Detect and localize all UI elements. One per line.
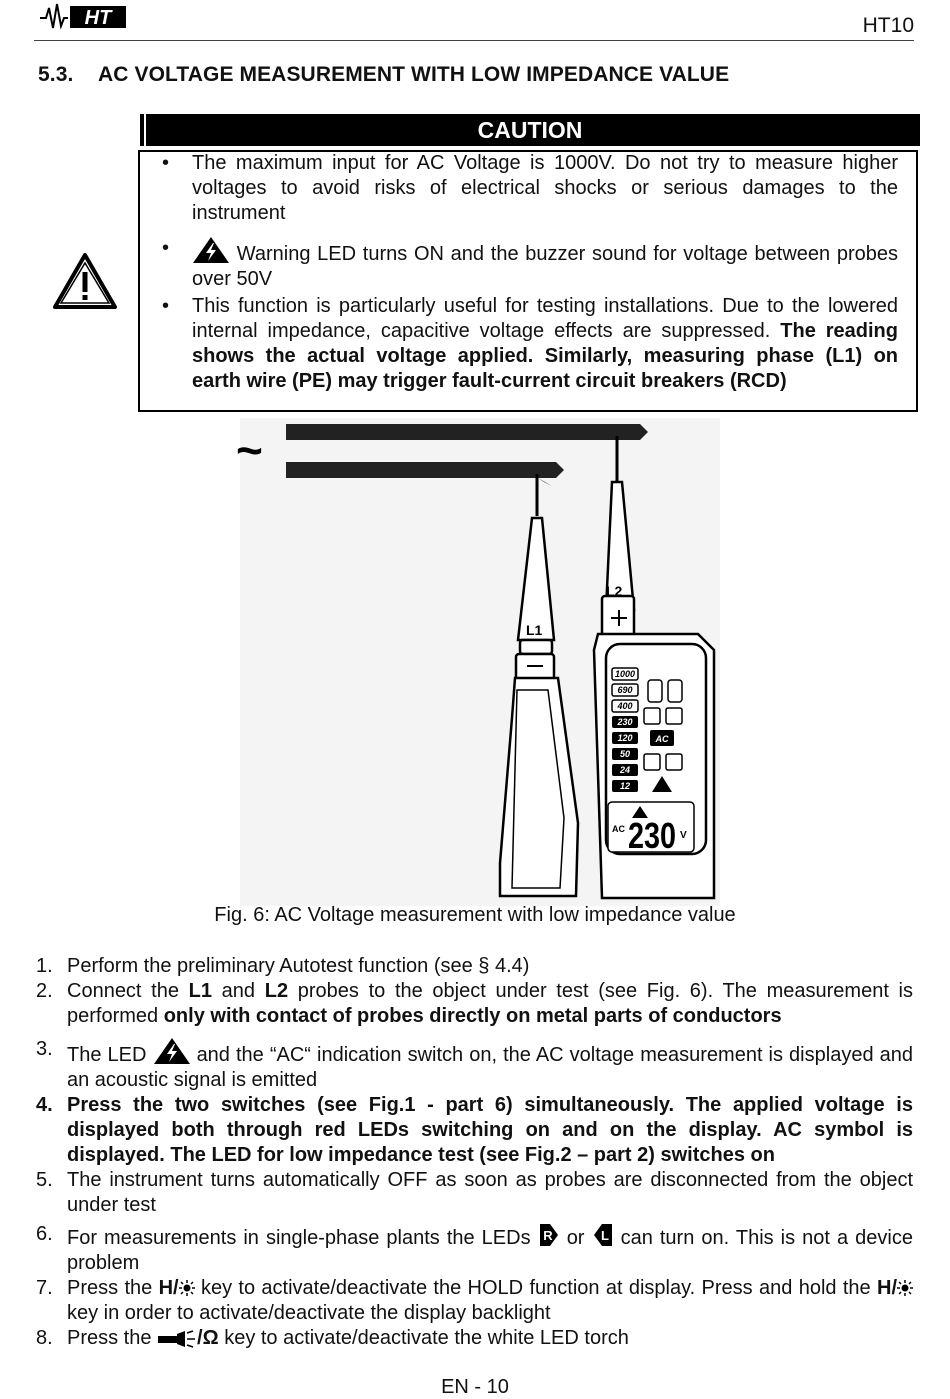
step-text: The instrument turns automatically OFF as soon as probes are disconnected from the object under test xyxy=(67,1169,913,1216)
page-number: EN - 10 xyxy=(441,1376,509,1398)
caution-item xyxy=(160,294,898,394)
procedure-steps xyxy=(36,954,913,1351)
scale-led: 12 xyxy=(619,781,631,791)
step-text: Perform the preliminary Autotest function (see § 4.4) xyxy=(67,955,530,977)
phase-left-led-icon xyxy=(592,1222,614,1248)
step-text: key in order to activate/deactivate the display backlight xyxy=(67,1302,551,1324)
step-item xyxy=(36,1276,913,1326)
probe-l2-label: L2 xyxy=(606,583,623,599)
lcd-unit: V xyxy=(680,830,687,841)
ht-logo xyxy=(38,2,128,32)
step-text: Connect the xyxy=(67,980,189,1002)
step-text: For measurements in single-phase plants the LEDs xyxy=(67,1227,531,1249)
caution-list xyxy=(160,151,898,394)
step-item xyxy=(36,1093,913,1168)
caution-text: This function is particularly useful for testing installations. Due to the lowered internal impedance, capacitive voltage effects are suppressed. xyxy=(192,295,898,342)
torch-icon xyxy=(157,1330,197,1348)
step-item xyxy=(36,1326,913,1351)
ac-key-label: AC xyxy=(655,734,669,744)
step-item xyxy=(36,1037,913,1093)
ac-tilde: ~ xyxy=(236,424,263,476)
step-text: key to activate/deactivate the white LED torch xyxy=(218,1327,629,1349)
caution-item xyxy=(160,151,898,226)
step-text: and the “AC“ indication switch on, the AC voltage measurement is displayed and an acoustic signal is emitted xyxy=(67,1044,913,1091)
hold-key-label: H/ xyxy=(877,1277,897,1299)
scale-led: 230 xyxy=(617,717,633,727)
step-item xyxy=(36,1168,913,1218)
backlight-icon xyxy=(897,1280,913,1298)
section-number: 5.3. xyxy=(38,63,74,86)
step-text: Press the two switches (see Fig.1 - part 6) simultaneously. The applied voltage is displayed both through red LEDs switching on and on the display. AC symbol is displayed. The LED for low impedance test (see Fig.2 – part 2) switches on xyxy=(67,1094,913,1166)
step-text: or xyxy=(566,1227,585,1249)
step-text: The LED xyxy=(67,1044,147,1066)
scale-led: 1000 xyxy=(614,669,636,679)
bullet: • xyxy=(162,295,170,317)
high-voltage-led-icon xyxy=(153,1037,191,1065)
header-divider xyxy=(34,40,914,41)
conductor-line-1 xyxy=(286,424,648,440)
scale-led: 50 xyxy=(619,749,631,759)
figure-caption: Fig. 6: AC Voltage measurement with low impedance value xyxy=(214,904,736,926)
step-item xyxy=(36,979,913,1029)
probe-illustration xyxy=(230,418,720,906)
step-item xyxy=(36,1222,913,1276)
step-text: Press the xyxy=(67,1327,158,1349)
step-number: 4. xyxy=(36,1094,53,1116)
svg-text:R: R xyxy=(542,1228,553,1243)
logo-text: HT xyxy=(84,7,112,29)
step-text-bold: only with contact of probes directly on metal parts of conductors xyxy=(163,1005,782,1027)
caution-text: Warning LED turns ON and the buzzer sound for voltage between probes over 50V xyxy=(192,243,898,290)
caution-text: The maximum input for AC Voltage is 1000V. Do not try to measure higher voltages to avoid risks of electrical shocks or serious damages to the instrument xyxy=(192,152,898,224)
step-text-bold: L1 xyxy=(188,980,212,1002)
step-number: 5. xyxy=(36,1169,53,1191)
backlight-icon xyxy=(179,1280,195,1298)
high-voltage-led-icon xyxy=(192,236,230,264)
step-number: 8. xyxy=(36,1327,53,1349)
step-number: 1. xyxy=(36,955,53,977)
torch-key-label: /Ω xyxy=(197,1327,219,1349)
step-number: 3. xyxy=(36,1038,53,1060)
hold-key-label: H/ xyxy=(158,1277,179,1299)
lcd-reading: 230 xyxy=(627,814,677,856)
caution-text-bold: The reading shows the actual voltage applied. Similarly, measuring phase (L1) on earth wire (PE) may trigger fault-current circuit breakers (RCD) xyxy=(192,320,898,392)
bullet: • xyxy=(162,237,170,259)
scale-led: 120 xyxy=(617,733,633,743)
step-text: and xyxy=(212,980,265,1002)
phase-right-led-icon xyxy=(538,1222,560,1248)
scale-led: 24 xyxy=(619,765,631,775)
scale-led: 400 xyxy=(617,701,633,711)
section-heading: AC VOLTAGE MEASUREMENT WITH LOW IMPEDANCE VALUE xyxy=(98,63,730,86)
section-title xyxy=(38,63,729,87)
svg-text:L: L xyxy=(600,1228,609,1243)
conductor-line-2 xyxy=(286,462,564,478)
scale-led: 690 xyxy=(617,685,633,695)
model-name: HT10 xyxy=(862,14,914,37)
step-number: 7. xyxy=(36,1277,53,1299)
probe-l1-label: L1 xyxy=(526,622,543,638)
step-text-bold: L2 xyxy=(264,980,289,1002)
step-text: probes to the object under test (see Fig. 6). The measurement is performed xyxy=(67,980,913,1027)
bullet: • xyxy=(162,152,170,174)
step-item xyxy=(36,954,913,979)
step-text: can turn on. This is not a device problem xyxy=(67,1227,913,1274)
warning-triangle-icon xyxy=(52,252,118,310)
step-number: 2. xyxy=(36,980,53,1002)
step-number: 6. xyxy=(36,1223,53,1245)
step-text: key to activate/deactivate the HOLD function at display. Press and hold the xyxy=(194,1277,877,1299)
caution-heading: CAUTION xyxy=(140,114,920,146)
lcd-ac: AC xyxy=(612,824,625,834)
step-text: Press the xyxy=(67,1277,159,1299)
caution-item xyxy=(160,236,898,292)
